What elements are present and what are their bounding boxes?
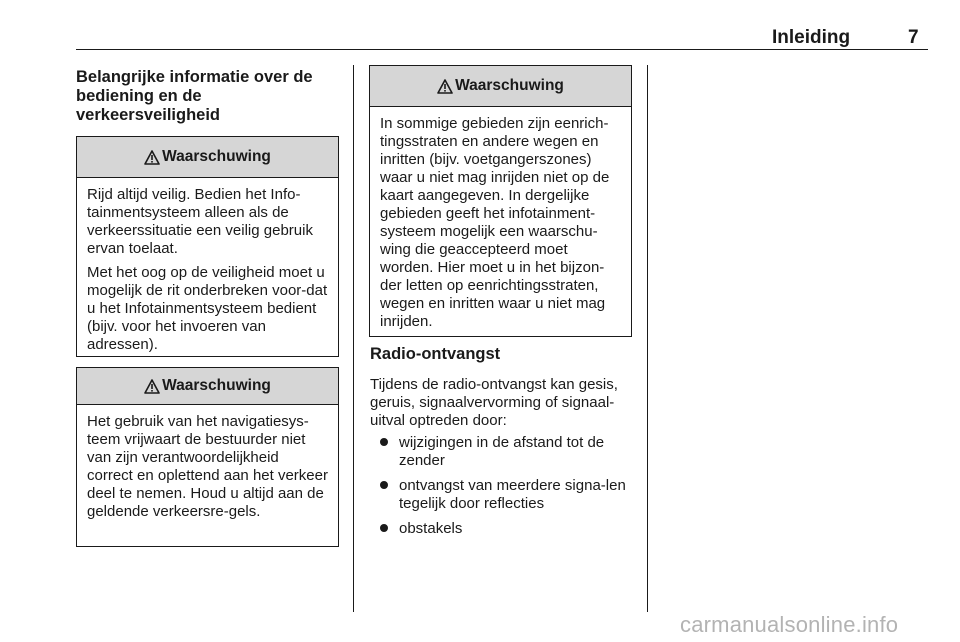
warning-triangle-icon xyxy=(144,379,160,394)
warning-triangle-icon xyxy=(144,150,160,165)
warning-body xyxy=(370,107,631,331)
warning-body xyxy=(77,405,338,521)
header-title: Inleiding xyxy=(772,27,851,48)
watermark: carmanualsonline.info xyxy=(680,612,899,637)
warning-title: Waarschuwing xyxy=(162,377,271,394)
bullet-icon xyxy=(380,438,388,446)
radio-heading: Radio-ontvangst xyxy=(370,345,501,363)
bullet-icon xyxy=(380,481,388,489)
column-divider xyxy=(353,65,354,612)
warning-title: Waarschuwing xyxy=(455,77,564,94)
list-item-text: obstakels xyxy=(399,520,463,537)
radio-intro: Tijdens de radio-ontvangst kan gesis, geruis, signaalvervorming of signaal-uitval optreden door: xyxy=(370,376,618,429)
warning-paragraph: Het gebruik van het navigatiesys-teem vrijwaart de bestuurder niet van zijn verantwoordelijkheid correct en oplettend aan het verkeer deel te nemen. Houd u altijd aan de geldende verkeersre-gels. xyxy=(87,413,328,520)
bullet-icon xyxy=(380,524,388,532)
section-heading: Belangrijke informatie over de bediening en de verkeersveiligheid xyxy=(76,68,313,124)
warning-header xyxy=(370,66,631,107)
page-number: 7 xyxy=(908,27,919,48)
warning-title: Waarschuwing xyxy=(162,148,271,165)
warning-box xyxy=(369,65,632,337)
warning-paragraph: Met het oog op de veiligheid moet u mogelijk de rit onderbreken voor-dat u het Infotainmentsysteem bedient (bijv. voor het invoeren van adressen). xyxy=(87,264,328,353)
warning-header xyxy=(77,368,338,405)
warning-box xyxy=(76,367,339,547)
warning-paragraph: In sommige gebieden zijn eenrich-tingsstraten en andere wegen en inritten (bijv. voetgangerszones) waar u niet mag inrijden niet op de kaart aangegeven. In dergelijke gebieden geeft het infotainment-systeem mogelijk een waarschu-wing die geaccepteerd moet worden. Hier moet u in het bijzon-der letten op eenrichtingsstraten, wegen en inritten waar u niet mag inrijden. xyxy=(380,115,610,330)
list-item xyxy=(370,434,636,470)
column-divider xyxy=(647,65,648,612)
list-item xyxy=(370,520,636,538)
header-rule xyxy=(76,49,928,50)
warning-header xyxy=(77,137,338,178)
warning-triangle-icon xyxy=(437,79,453,94)
bullet-list xyxy=(370,434,636,545)
list-item-text: wijzigingen in de afstand tot de zender xyxy=(399,434,605,469)
warning-paragraph: Rijd altijd veilig. Bedien het Info-tainmentsysteem alleen als de verkeerssituatie een veilig gebruik ervan toelaat. xyxy=(87,186,313,257)
list-item-text: ontvangst van meerdere signa-len tegelijk door reflecties xyxy=(399,477,626,512)
warning-body xyxy=(77,178,338,354)
warning-box xyxy=(76,136,339,357)
list-item xyxy=(370,477,636,513)
